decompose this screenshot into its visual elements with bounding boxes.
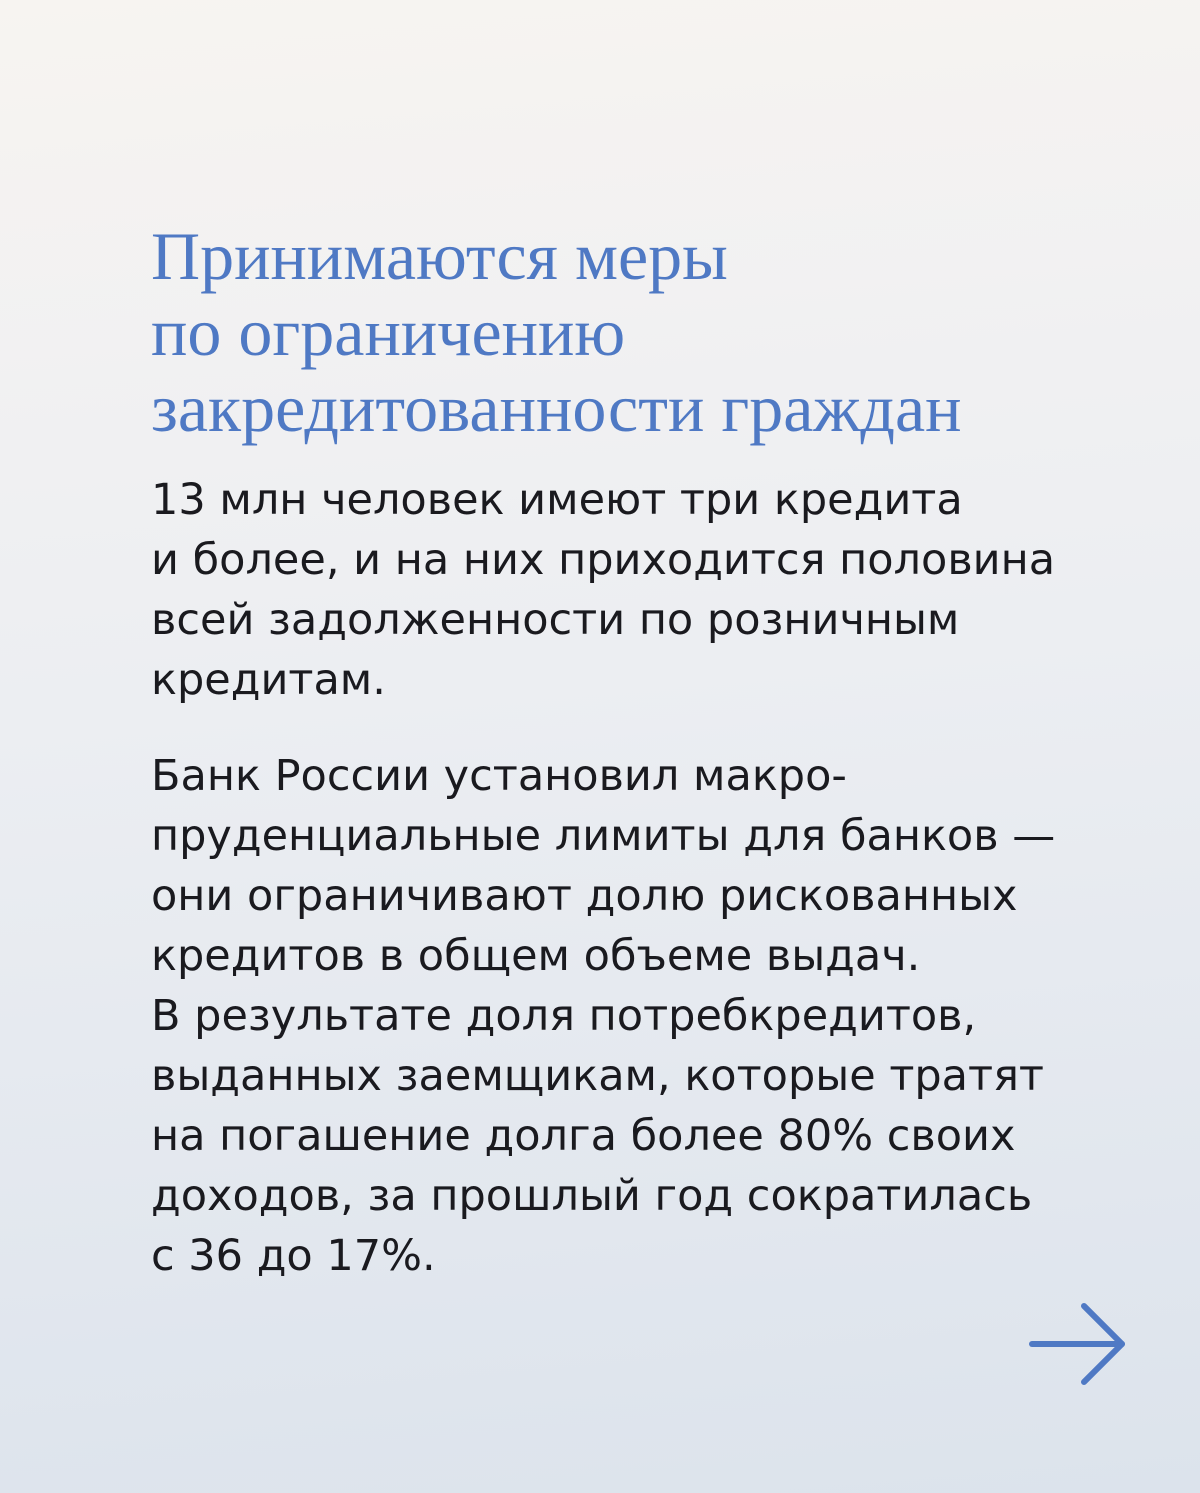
title-line: по ограничению <box>151 294 626 370</box>
text-line: с 36 до 17%. <box>151 1231 436 1281</box>
title-line: Принимаются меры <box>151 218 728 294</box>
text-line: они ограничивают долю рискованных <box>151 871 1018 921</box>
text-line: и более, и на них приходится половина <box>151 535 1056 585</box>
text-line: В результате доля потребкредитов, <box>151 991 977 1041</box>
paragraph-bank-limits <box>151 746 1141 1286</box>
text-line: выданных заемщикам, которые тратят <box>151 1051 1044 1101</box>
slide-title <box>151 218 1131 446</box>
text-line: пруденциальные лимиты для банков — <box>151 811 1056 861</box>
text-line: Банк России установил макро- <box>151 751 847 801</box>
arrow-right-icon[interactable] <box>1026 1298 1130 1390</box>
text-line: доходов, за прошлый год сократилась <box>151 1171 1033 1221</box>
paragraph-debt-stats <box>151 470 1141 710</box>
text-line: на погашение долга более 80% своих <box>151 1111 1016 1161</box>
title-line: закредитованности граждан <box>151 370 962 446</box>
text-line: 13 млн человек имеют три кредита <box>151 475 963 525</box>
text-line: кредитам. <box>151 655 386 705</box>
text-line: кредитов в общем объеме выдач. <box>151 931 921 981</box>
text-line: всей задолженности по розничным <box>151 595 960 645</box>
